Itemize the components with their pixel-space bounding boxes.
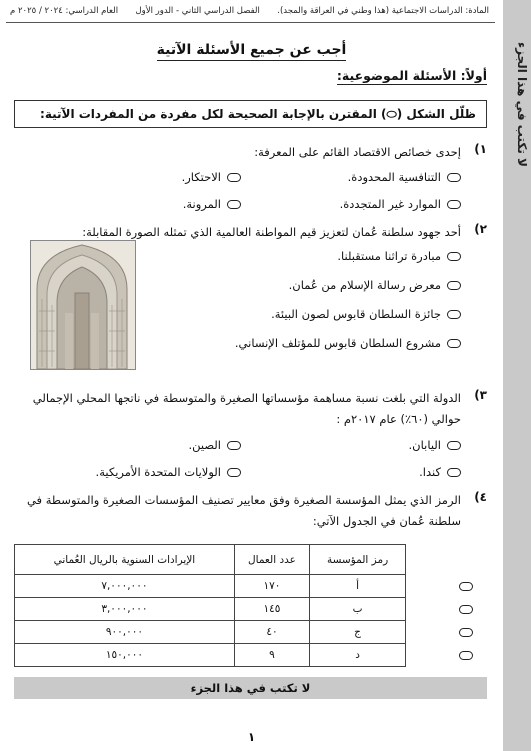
answer-oval[interactable] — [447, 468, 461, 477]
answer-oval[interactable] — [447, 310, 461, 319]
table-row — [15, 575, 406, 598]
table-row — [15, 621, 406, 644]
table-cell: ب — [310, 598, 406, 621]
question-text: إحدى خصائص الاقتصاد القائم على المعرفة: — [254, 145, 461, 159]
answer-oval[interactable] — [447, 281, 461, 290]
page-number: ١ — [247, 730, 256, 744]
q4-option-a-oval[interactable] — [459, 582, 473, 591]
table-cell: ٩٠٠,٠٠٠ — [15, 621, 235, 644]
header-semester: الفصل الدراسي الثاني - الدور الأول — [135, 6, 260, 16]
q4-option-d-oval[interactable] — [459, 651, 473, 660]
answer-oval[interactable] — [227, 441, 241, 450]
instruction-box — [14, 100, 487, 128]
table-header: الإيرادات السنوية بالريال العُماني — [15, 545, 235, 575]
header-subject: المادة: الدراسات الاجتماعية (هذا وطني في العراقة والمجد). — [277, 6, 489, 16]
table-cell: ٤٠ — [234, 621, 309, 644]
question-3 — [14, 388, 487, 430]
q3-option-a[interactable]: اليابان. — [409, 438, 461, 452]
question-number: ٢) — [474, 222, 487, 236]
q3-option-b[interactable]: الصين. — [188, 438, 241, 452]
answer-oval[interactable] — [447, 173, 461, 182]
table-cell: د — [310, 644, 406, 667]
question-number: ١) — [474, 142, 487, 156]
q4-option-c-oval[interactable] — [459, 628, 473, 637]
table-row — [15, 644, 406, 667]
table-cell: ١٥٠,٠٠٠ — [15, 644, 235, 667]
header-divider — [6, 22, 495, 23]
table-cell: ١٧٠ — [234, 575, 309, 598]
table-header: رمز المؤسسة — [310, 545, 406, 575]
table-cell: ٩ — [234, 644, 309, 667]
answer-oval[interactable] — [447, 441, 461, 450]
header-year: العام الدراسي: ٢٠٢٤ / ٢٠٢٥ م — [10, 6, 119, 16]
q3-option-c[interactable]: كندا. — [419, 465, 461, 479]
q2-option-c[interactable]: جائزة السلطان قابوس لصون البيئة. — [271, 307, 461, 321]
section-title: أولاً: الأسئلة الموضوعية: — [336, 68, 487, 83]
question-1 — [14, 142, 487, 163]
question-4 — [14, 490, 487, 532]
instruction-text: ظلّل الشكل (⬭) المقترن بالإجابة الصحيحة لكل مفردة من المفردات الآتية: — [40, 106, 476, 121]
q3-option-d[interactable]: الولايات المتحدة الأمريكية. — [96, 465, 241, 479]
question-text: أحد جهود سلطنة عُمان لتعزيز قيم المواطنة العالمية الذي تمثله الصورة المقابلة: — [82, 225, 461, 239]
question-text: الدولة التي بلغت نسبة مساهمة مؤسساتها الصغيرة والمتوسطة في ناتجها المحلي الإجمالي حوالي (٦٠٪) عام ٢٠١٧م : — [32, 391, 461, 426]
table-cell: ١٤٥ — [234, 598, 309, 621]
table-cell: ٣,٠٠٠,٠٠٠ — [15, 598, 235, 621]
table-row — [15, 598, 406, 621]
q2-option-a[interactable]: مبادرة تراثنا مستقبلنا. — [337, 249, 461, 263]
answer-oval[interactable] — [447, 252, 461, 261]
answer-oval[interactable] — [447, 200, 461, 209]
question-number: ٤) — [474, 490, 487, 504]
table-cell: ج — [310, 621, 406, 644]
table-cell: ٧,٠٠٠,٠٠٠ — [15, 575, 235, 598]
q1-option-d[interactable]: المرونة. — [183, 197, 241, 211]
q2-option-b[interactable]: معرض رسالة الإسلام من عُمان. — [289, 278, 461, 292]
side-strip — [503, 0, 531, 751]
answer-oval[interactable] — [447, 339, 461, 348]
question-text: الرمز الذي يمثل المؤسسة الصغيرة وفق معايير تصنيف المؤسسات الصغيرة والمتوسطة في سلطنة عُمان في الجدول الآتي: — [26, 493, 461, 528]
table-cell: أ — [310, 575, 406, 598]
footer-no-write-bar: لا تكتب في هذا الجزء — [14, 677, 487, 699]
q4-option-b-oval[interactable] — [459, 605, 473, 614]
answer-oval[interactable] — [227, 468, 241, 477]
answer-oval[interactable] — [227, 200, 241, 209]
q2-option-d[interactable]: مشروع السلطان قابوس للمؤتلف الإنساني. — [235, 336, 461, 350]
table-header: عدد العمال — [234, 545, 309, 575]
table-header-row — [15, 545, 406, 575]
question-number: ٣) — [474, 388, 487, 402]
q1-option-b[interactable]: الاحتكار. — [182, 170, 241, 184]
side-strip-text: لا تكتب في هذا الجزء — [515, 42, 529, 167]
page-header — [10, 6, 489, 16]
main-title: أجب عن جميع الأسئلة الآتية — [0, 42, 503, 58]
q1-option-c[interactable]: الموارد غير المتجددة. — [340, 197, 461, 211]
enterprise-table — [14, 544, 406, 667]
answer-oval[interactable] — [227, 173, 241, 182]
mihrab-image — [30, 240, 136, 370]
q1-option-a[interactable]: التنافسية المحدودة. — [348, 170, 461, 184]
